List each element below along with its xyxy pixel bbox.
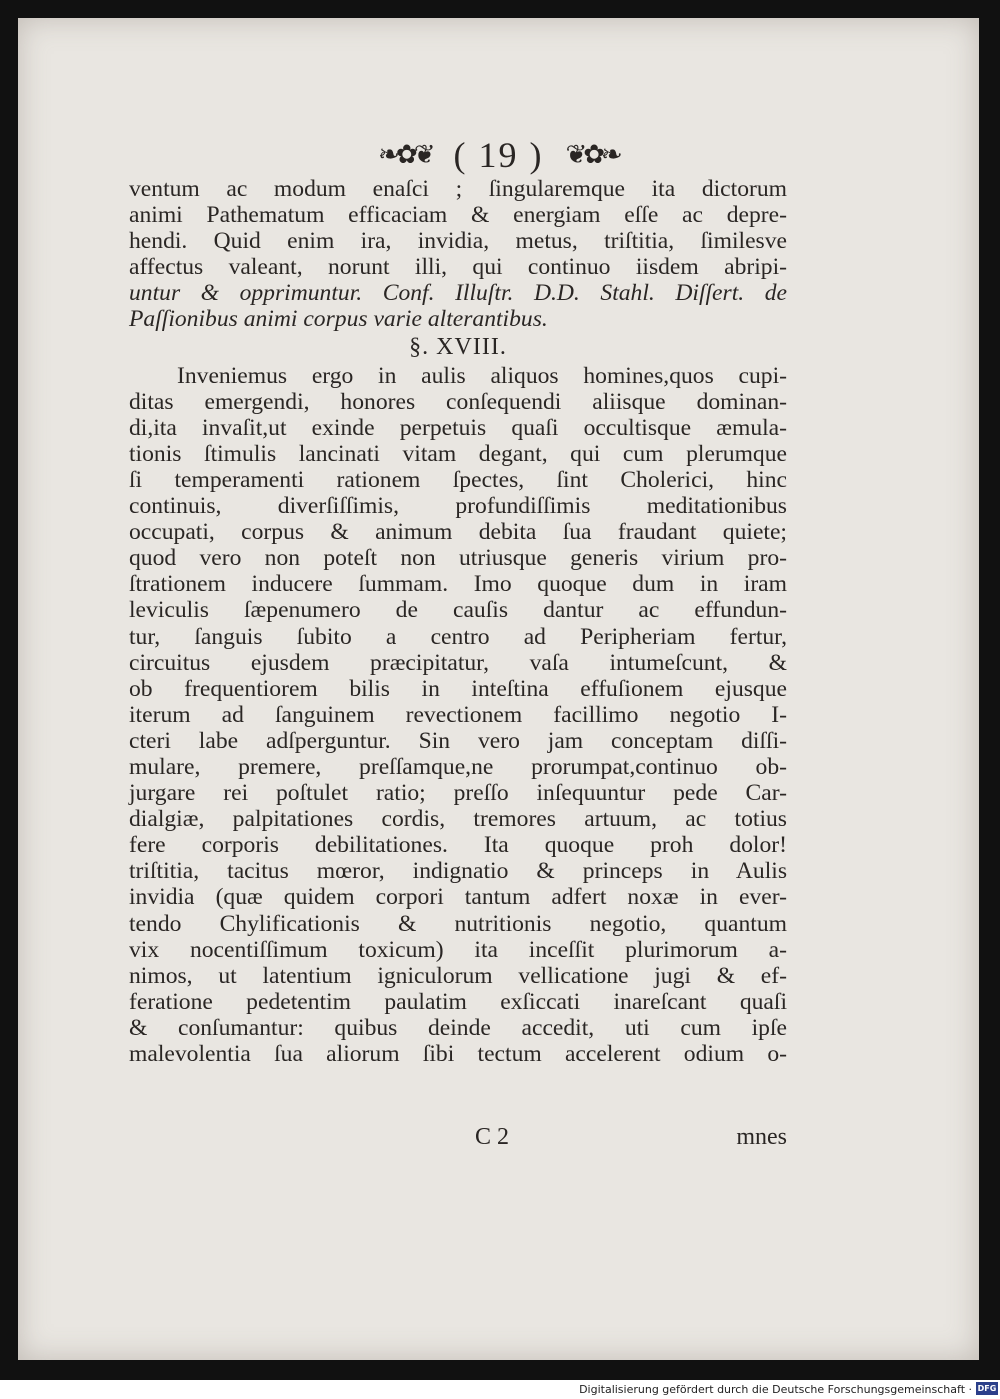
- text-line: fere corporis debilitationes. Ita quoque proh dolor!: [129, 832, 787, 859]
- text-line: animi Pathematum efficaciam & energiam eſſe ac depre-: [129, 202, 787, 229]
- catchword: mnes: [736, 1124, 787, 1150]
- text-line: tionis ſtimulis lancinati vitam degant, qui cum plerumque: [129, 440, 787, 467]
- text-line: hendi. Quid enim ira, invidia, metus, triſtitia, ſimilesve: [129, 228, 787, 255]
- page-header: [18, 130, 979, 180]
- right-ornament-icon: ❦✿❧: [565, 140, 619, 170]
- text-line: feratione pedetentim paulatim exſiccati inareſcant quaſi: [129, 988, 787, 1015]
- text-line: vix nocentiſſimum toxicum) ita inceſſit plurimorum a-: [129, 936, 787, 963]
- left-ornament-icon: ❧✿❦: [378, 140, 432, 170]
- text-line: invidia (quæ quidem corpori tantum adfert noxæ in ever-: [129, 884, 787, 911]
- text-line: Paſſionibus animi corpus varie alterantibus.: [129, 306, 548, 333]
- text-line: untur & opprimuntur. Conf. Illuſtr. D.D. Stahl. Diſſert. de: [129, 280, 787, 307]
- text-line: iterum ad ſanguinem revectionem facillimo negotio I-: [129, 701, 787, 728]
- text-line: tur, ſanguis ſubito a centro ad Peripheriam fertur,: [129, 623, 787, 650]
- text-line: Inveniemus ergo in aulis aliquos homines,quos cupi-: [177, 362, 787, 389]
- text-line: circuitus ejusdem præcipitatur, vaſa intumeſcunt, &: [129, 649, 787, 676]
- text-line: ventum ac modum enaſci ; ſingularemque ita dictorum: [129, 176, 787, 202]
- body-text: [129, 176, 787, 1067]
- footer-bar: [0, 1380, 1000, 1399]
- text-line: leviculis ſæpenumero de cauſis dantur ac effundun-: [129, 597, 787, 624]
- text-line: ob frequentiorem bilis in inteſtina effuſionem ejusque: [129, 675, 787, 702]
- page-foot: [129, 1124, 787, 1156]
- text-line: continuis, diverſiſſimis, profundiſſimis meditationibus: [129, 493, 787, 520]
- text-line: occupati, corpus & animum debita ſua fraudant quiete;: [129, 519, 787, 546]
- page-number: ( 19 ): [453, 135, 544, 175]
- book-page: [18, 18, 979, 1360]
- text-line: di,ita invaſit,ut exinde perpetuis quaſi occultisque æmula-: [129, 414, 787, 441]
- text-line: ſi temperamenti rationem ſpectes, ſint Cholerici, hinc: [129, 466, 787, 493]
- dfg-logo-icon[interactable]: DFG: [977, 1384, 997, 1393]
- text-line: dialgiæ, palpitationes cordis, tremores artuum, ac totius: [129, 806, 787, 833]
- text-line: cteri labe adſperguntur. Sin vero jam conceptam diſſi-: [129, 727, 787, 754]
- footer-credit: Digitalisierung gefördert durch die Deutsche Forschungsgemeinschaft ·: [579, 1383, 972, 1396]
- text-line: ditas emergendi, honores conſequendi aliisque dominan-: [129, 388, 787, 415]
- text-line: jurgare rei poſtulet ratio; preſſo inſequuntur pede Car-: [129, 780, 787, 807]
- text-line: ſtrationem inducere ſummam. Imo quoque dum in iram: [129, 571, 787, 598]
- text-line: affectus valeant, norunt illi, qui continuo iisdem abripi-: [129, 254, 787, 281]
- text-line: nimos, ut latentium igniculorum vellicatione jugi & ef-: [129, 962, 787, 989]
- text-line: & conſumantur: quibus deinde accedit, uti cum ipſe: [129, 1014, 787, 1041]
- text-line: triſtitia, tacitus mœror, indignatio & princeps in Aulis: [129, 858, 787, 885]
- signature-mark: C 2: [475, 1124, 510, 1150]
- text-line: mulare, premere, preſſamque,ne prorumpat,continuo ob-: [129, 753, 787, 780]
- text-line: malevolentia ſua aliorum ſibi tectum accelerent odium o-: [129, 1041, 787, 1067]
- text-line: tendo Chylificationis & nutritionis negotio, quantum: [129, 910, 787, 937]
- text-line: quod vero non poteſt non utriusque generis virium pro-: [129, 545, 787, 572]
- section-heading: §. XVIII.: [409, 333, 507, 360]
